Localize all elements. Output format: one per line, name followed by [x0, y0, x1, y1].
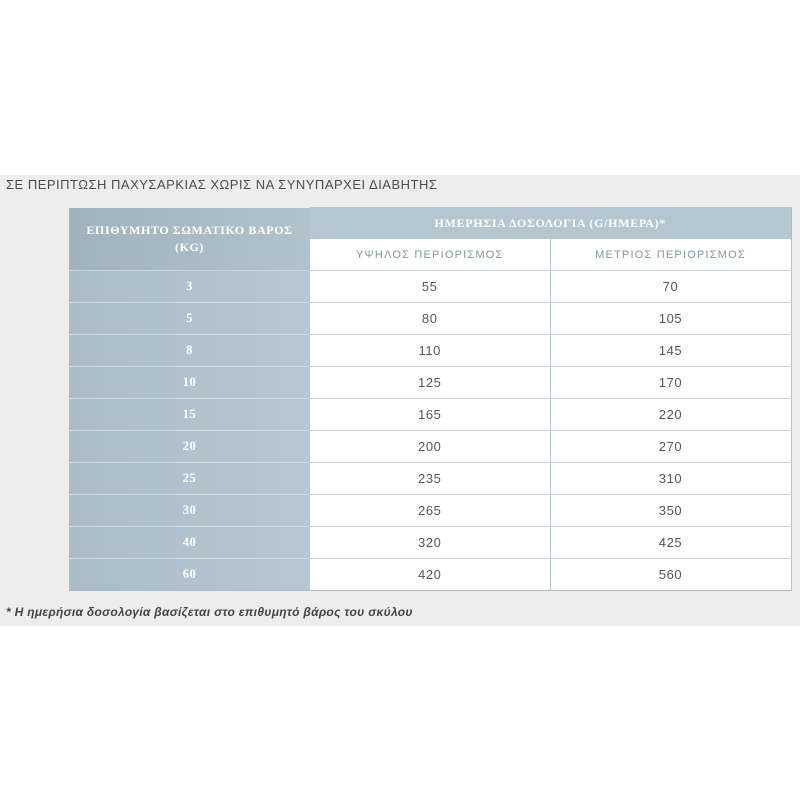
table-row: [69, 335, 791, 367]
table-row: [69, 303, 791, 335]
moderate-restriction-cell: 145: [550, 335, 791, 367]
table-row: [69, 495, 791, 527]
moderate-restriction-cell: 270: [550, 431, 791, 463]
weight-cell: 5: [69, 303, 310, 335]
table-row: [69, 431, 791, 463]
high-restriction-cell: 420: [310, 559, 550, 591]
table-row: [69, 527, 791, 559]
high-restriction-header: ΥΨΗΛΟΣ ΠΕΡΙΟΡΙΣΜΟΣ: [310, 239, 550, 271]
header-row: [69, 208, 791, 240]
moderate-restriction-header: ΜΕΤΡΙΟΣ ΠΕΡΙΟΡΙΣΜΟΣ: [550, 239, 791, 271]
moderate-restriction-cell: 105: [550, 303, 791, 335]
moderate-restriction-cell: 310: [550, 463, 791, 495]
high-restriction-cell: 80: [310, 303, 550, 335]
high-restriction-cell: 55: [310, 271, 550, 303]
dosage-footnote: * Η ημερήσια δοσολογία βασίζεται στο επιθυμητό βάρος του σκύλου: [6, 605, 413, 619]
high-restriction-cell: 110: [310, 335, 550, 367]
high-restriction-cell: 265: [310, 495, 550, 527]
weight-column-header: ΕΠΙΘΥΜΗΤΟ ΣΩΜΑΤΙΚΟ ΒΑΡΟΣ (KG): [69, 208, 310, 271]
moderate-restriction-cell: 170: [550, 367, 791, 399]
weight-cell: 15: [69, 399, 310, 431]
moderate-restriction-cell: 70: [550, 271, 791, 303]
weight-cell: 25: [69, 463, 310, 495]
high-restriction-cell: 235: [310, 463, 550, 495]
weight-cell: 10: [69, 367, 310, 399]
high-restriction-cell: 125: [310, 367, 550, 399]
weight-cell: 3: [69, 271, 310, 303]
weight-cell: 20: [69, 431, 310, 463]
weight-cell: 30: [69, 495, 310, 527]
weight-cell: 60: [69, 559, 310, 591]
table-row: [69, 271, 791, 303]
high-restriction-cell: 320: [310, 527, 550, 559]
section-title: ΣΕ ΠΕΡΙΠΤΩΣΗ ΠΑΧΥΣΑΡΚΙΑΣ ΧΩΡΙΣ ΝΑ ΣΥΝΥΠΑΡΧΕΙ ΔΙΑΒΗΤΗΣ: [6, 177, 438, 192]
high-restriction-cell: 165: [310, 399, 550, 431]
weight-cell: 40: [69, 527, 310, 559]
moderate-restriction-cell: 220: [550, 399, 791, 431]
daily-dosage-header: ΗΜΕΡΗΣΙΑ ΔΟΣΟΛΟΓΙΑ (G/ΗΜΕΡΑ)*: [310, 208, 791, 240]
table-row: [69, 463, 791, 495]
moderate-restriction-cell: 560: [550, 559, 791, 591]
table-row: [69, 399, 791, 431]
weight-cell: 8: [69, 335, 310, 367]
moderate-restriction-cell: 350: [550, 495, 791, 527]
dosage-table: [69, 207, 792, 591]
table-row: [69, 367, 791, 399]
table-row: [69, 559, 791, 591]
moderate-restriction-cell: 425: [550, 527, 791, 559]
high-restriction-cell: 200: [310, 431, 550, 463]
